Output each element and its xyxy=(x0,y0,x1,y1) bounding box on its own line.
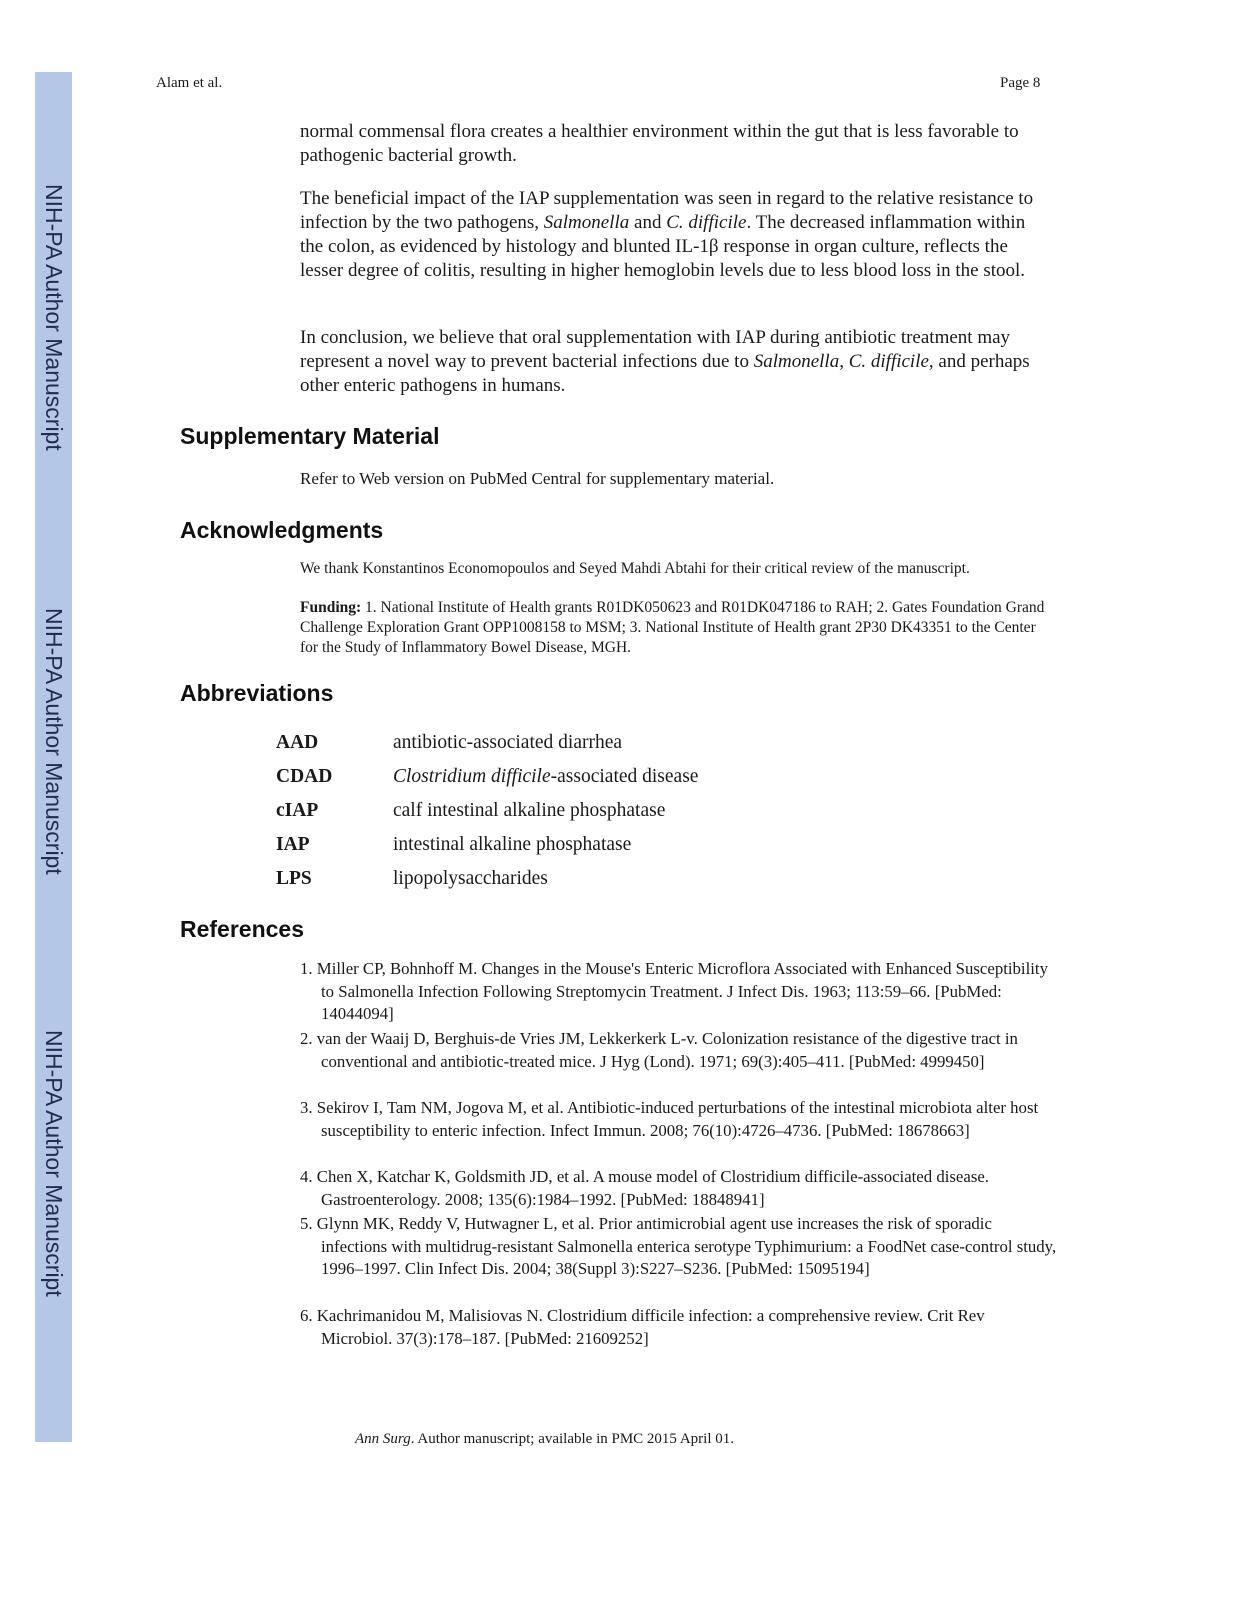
reference-item: 3. Sekirov I, Tam NM, Jogova M, et al. Antibiotic-induced perturbations of the intestinal microbiota alter host susceptibility to enteric infection. Infect Immun. 2008; 76(10):4726–4736. [PubMed: 18678663] xyxy=(300,1098,1039,1140)
para2-text-a: The beneficial impact of the IAP supplementation was seen in regard to the relative resistance to infection by the two pathogens, xyxy=(300,188,1034,233)
abbreviation-row xyxy=(276,800,976,830)
body-paragraph-1: normal commensal flora creates a healthier environment within the gut that is less favorable to pathogenic bacterial growth. xyxy=(300,121,1019,166)
body-paragraph-2 xyxy=(300,187,1045,283)
footer-citation xyxy=(355,1431,734,1448)
footer-text: . Author manuscript; available in PMC 2015 April 01. xyxy=(410,1431,735,1447)
abbreviation-definition: intestinal alkaline phosphatase xyxy=(393,834,632,855)
para3-text-b: , and perhaps other enteric pathogens in humans. xyxy=(300,351,1030,396)
running-header-page: Page 8 xyxy=(1000,75,1041,91)
acknowledgments-text: We thank Konstantinos Economopoulos and Seyed Mahdi Abtahi for their critical review of the manuscript. xyxy=(300,560,970,577)
funding-label: Funding: xyxy=(300,599,362,616)
abbreviation-definition: lipopolysaccharides xyxy=(393,868,548,889)
abbreviation-row xyxy=(276,834,976,864)
para3-organisms: Salmonella, C. difficile xyxy=(753,351,929,372)
abbreviation-definition-rest: -associated disease xyxy=(550,766,699,787)
abbreviation-term: CDAD xyxy=(276,766,333,787)
para2-cdiff: C. difficile xyxy=(666,212,747,233)
funding-text: 1. National Institute of Health grants R01DK050623 and R01DK047186 to RAH; 2. Gates Foundation Grand Challenge Exploration Grant OPP1008158 to MSM; 3. National Institute of Health grant 2P30 DK43351 to the Center for the Study of Inflammatory Bowel Disease, MGH. xyxy=(300,599,1045,656)
supplementary-heading: Supplementary Material xyxy=(180,423,440,449)
reference-item: 4. Chen X, Katchar K, Goldsmith JD, et al. A mouse model of Clostridium difficile-associated disease. Gastroenterology. 2008; 135(6):1984–1992. [PubMed: 18848941] xyxy=(300,1167,989,1209)
para2-text-b: . The decreased inflammation within the colon, as evidenced by histology and blunted IL-1β response in organ culture, reflects the lesser degree of colitis, resulting in higher hemoglobin levels due to less blood loss in the stool. xyxy=(300,212,1026,281)
nih-sidebar xyxy=(35,72,72,1442)
para2-text-and: and xyxy=(629,212,667,233)
abbreviation-definition xyxy=(393,766,698,788)
abbreviation-term: AAD xyxy=(276,732,319,753)
abbreviation-term: IAP xyxy=(276,834,310,855)
footer-journal: Ann Surg xyxy=(355,1431,411,1447)
sidebar-label-3: NIH-PA Author Manuscript xyxy=(41,1030,67,1297)
abbreviation-definition: calf intestinal alkaline phosphatase xyxy=(393,800,666,821)
para3-text-a: In conclusion, we believe that oral supplementation with IAP during antibiotic treatment may represent a novel way to prevent bacterial infections due to xyxy=(300,327,1011,372)
sidebar-label-1: NIH-PA Author Manuscript xyxy=(41,184,67,451)
reference-item: 6. Kachrimanidou M, Malisiovas N. Clostridium difficile infection: a comprehensive review. Crit Rev Microbiol. 37(3):178–187. [PubMed: 21609252] xyxy=(300,1306,985,1348)
references-heading: References xyxy=(180,916,305,942)
abbreviation-row xyxy=(276,732,976,762)
reference-item: 2. van der Waaij D, Berghuis-de Vries JM, Lekkerkerk L-v. Colonization resistance of the digestive tract in conventional and antibiotic-treated mice. J Hyg (Lond). 1971; 69(3):405–411. [PubMed: 4999450] xyxy=(300,1029,1018,1071)
abbreviation-row xyxy=(276,766,976,796)
reference-item: 1. Miller CP, Bohnhoff M. Changes in the Mouse's Enteric Microflora Associated with Enhanced Susceptibility to Salmonella Infection Following Streptomycin Treatment. J Infect Dis. 1963; 113:59–66. [PubMed: 14044094] xyxy=(300,959,1048,1023)
abbreviation-term: cIAP xyxy=(276,800,319,821)
abbreviation-definition-italic: Clostridium difficile xyxy=(393,766,551,787)
reference-item: 5. Glynn MK, Reddy V, Hutwagner L, et al. Prior antimicrobial agent use increases the risk of sporadic infections with multidrug-resistant Salmonella enterica serotype Typhimurium: a FoodNet case-control study, 1996–1997. Clin Infect Dis. 2004; 38(Suppl 3):S227–S236. [PubMed: 15095194] xyxy=(300,1214,1057,1278)
abbreviations-heading: Abbreviations xyxy=(180,680,334,706)
para2-salmonella: Salmonella xyxy=(543,212,630,233)
funding-paragraph xyxy=(300,598,1045,658)
running-header-authors: Alam et al. xyxy=(156,75,223,91)
acknowledgments-heading: Acknowledgments xyxy=(180,517,384,543)
body-paragraph-3 xyxy=(300,326,1045,398)
supplementary-text: Refer to Web version on PubMed Central for supplementary material. xyxy=(300,469,775,488)
abbreviation-definition: antibiotic-associated diarrhea xyxy=(393,732,623,753)
sidebar-label-2: NIH-PA Author Manuscript xyxy=(41,608,67,875)
abbreviation-term: LPS xyxy=(276,868,312,889)
abbreviation-row xyxy=(276,868,976,898)
